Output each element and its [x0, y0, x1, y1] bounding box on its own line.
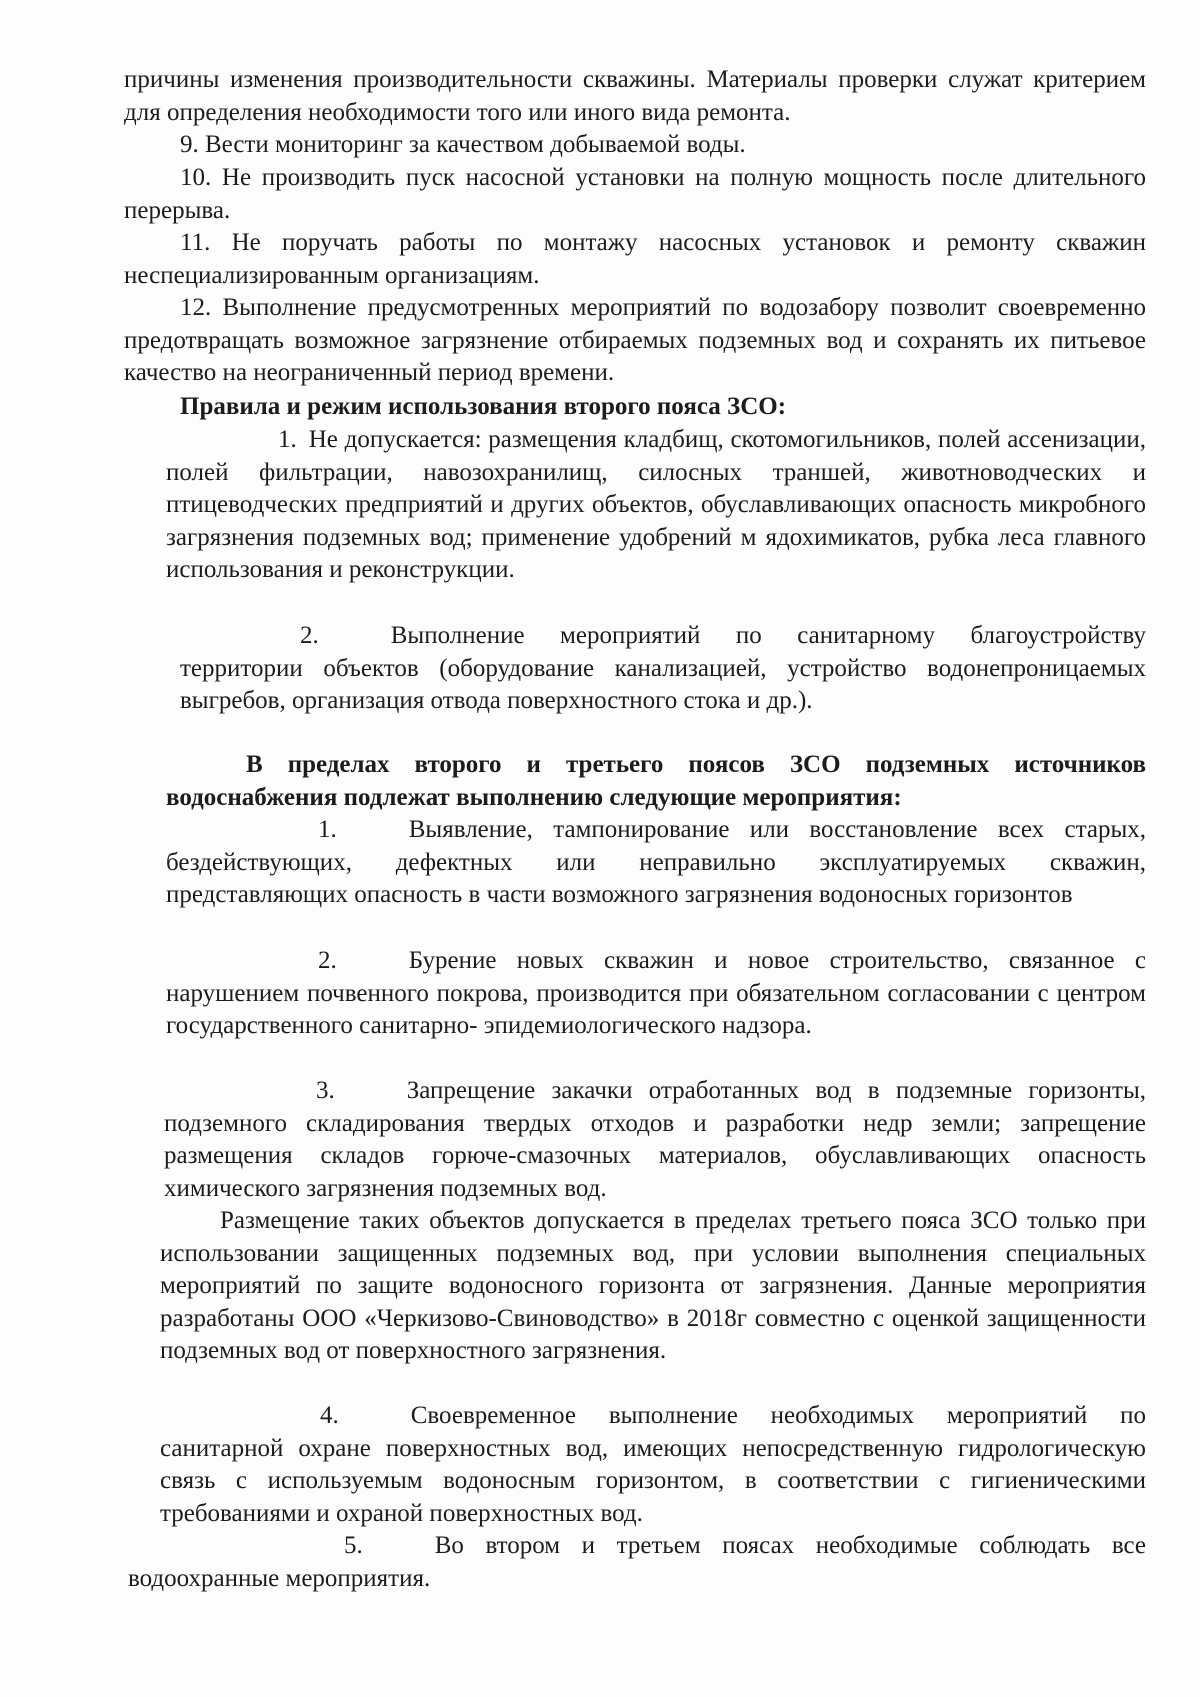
zone23-item-2 [166, 945, 1146, 1043]
zone23-item-4-number: 4. [320, 1402, 339, 1429]
zone2-item-2 [180, 620, 1146, 718]
paragraph-item-11-text: 11. Не поручать работы по монтажу насосных установок и ремонту скважин неспециализированным организациям. [124, 229, 1146, 289]
zone23-item-3 [164, 1075, 1146, 1205]
paragraph-item-9-text: 9. Вести мониторинг за качеством добываемой воды. [180, 131, 746, 158]
zone23-item-4-text: Своевременное выполнение необходимых мероприятий по санитарной охране поверхностных вод, имеющих непосредственную гидрологическую связь с используемым водоносным горизонтом, в соответствии с гигиеническими требованиями и охраной поверхностных вод. [160, 1402, 1146, 1527]
paragraph-item-9 [124, 129, 1146, 162]
paragraph-item-12-text: 12. Выполнение предусмотренных мероприятий по водозабору позволит своевременно предотвращать возможное загрязнение отбираемых подземных вод и сохранять их питьевое качество на неограниченный период времени. [124, 294, 1146, 386]
zone23-item-5-number: 5. [344, 1532, 363, 1559]
zone2-item-1-text: Не допускается: размещения кладбищ, скотомогильников, полей ассенизации, полей фильтрации, навозохранилищ, силосных траншей, животноводческих и птицеводческих предприятий и других объектов, обуславливающих опасность микробного загрязнения подземных вод; применение удобрений м ядохимикатов, рубка леса главного использования и реконструкции. [166, 426, 1146, 583]
paragraph-item-10 [124, 162, 1146, 227]
zone23-item-5-text: Во втором и третьем поясах необходимые соблюдать все водоохранные мероприятия. [128, 1532, 1146, 1592]
zone23-item-3-number: 3. [316, 1077, 335, 1104]
zone2-item-1-number: 1. [278, 426, 297, 453]
zone23-item-1-text: Выявление, тампонирование или восстановление всех старых, бездействующих, дефектных или неправильно эксплуатируемых скважин, представляющих опасность в части возможного загрязнения водоносных горизонтов [166, 816, 1146, 908]
zone23-item-5 [128, 1530, 1146, 1595]
zone2-item-1 [166, 424, 1146, 587]
heading-zone23-measures-text: В пределах второго и третьего поясов ЗСО подземных источников водоснабжения подлежат выполнению следующие мероприятия: [166, 751, 1146, 811]
heading-zone2-rules [180, 391, 1120, 424]
zone23-item-1 [166, 814, 1146, 912]
zone2-item-2-text: Выполнение мероприятий по санитарному благоустройству территории объектов (оборудование канализацией, устройство водонепроницаемых выгребов, организация отвода поверхностного стока и др.). [180, 622, 1146, 714]
zone23-item-1-number: 1. [318, 816, 337, 843]
paragraph-intro-text: причины изменения производительности скважины. Материалы проверки служат критерием для определения необходимости того или иного вида ремонта. [124, 66, 1146, 126]
zone23-item-2-text: Бурение новых скважин и новое строительство, связанное с нарушением почвенного покрова, производится при обязательном согласовании с центром государственного санитарно- эпидемиологического надзора. [166, 947, 1146, 1039]
zone2-item-2-number: 2. [300, 622, 319, 649]
paragraph-placement-text: Размещение таких объектов допускается в пределах третьего пояса ЗСО только при использовании защищенных подземных вод, при условии выполнения специальных мероприятий по защите водоносного горизонта от загрязнения. Данные мероприятия разработаны ООО «Черкизово-Свиноводство» в 2018г совместно с оценкой защищенности подземных вод от поверхностного загрязнения. [160, 1207, 1146, 1364]
zone23-item-2-number: 2. [318, 947, 337, 974]
zone23-item-3-text: Запрещение закачки отработанных вод в подземные горизонты, подземного складирования твердых отходов и разработки недр земли; запрещение размещения складов горюче-смазочных материалов, обуславливающих опасность химического загрязнения подземных вод. [164, 1077, 1146, 1202]
paragraph-placement [160, 1205, 1146, 1368]
paragraph-intro [124, 64, 1146, 129]
paragraph-item-12 [124, 292, 1146, 390]
zone23-item-4 [160, 1400, 1146, 1530]
heading-zone2-rules-text: Правила и режим использования второго пояса ЗСО: [180, 393, 787, 420]
heading-zone23-measures [166, 749, 1146, 814]
paragraph-item-10-text: 10. Не производить пуск насосной установки на полную мощность после длительного перерыва. [124, 164, 1146, 224]
paragraph-item-11 [124, 227, 1146, 292]
